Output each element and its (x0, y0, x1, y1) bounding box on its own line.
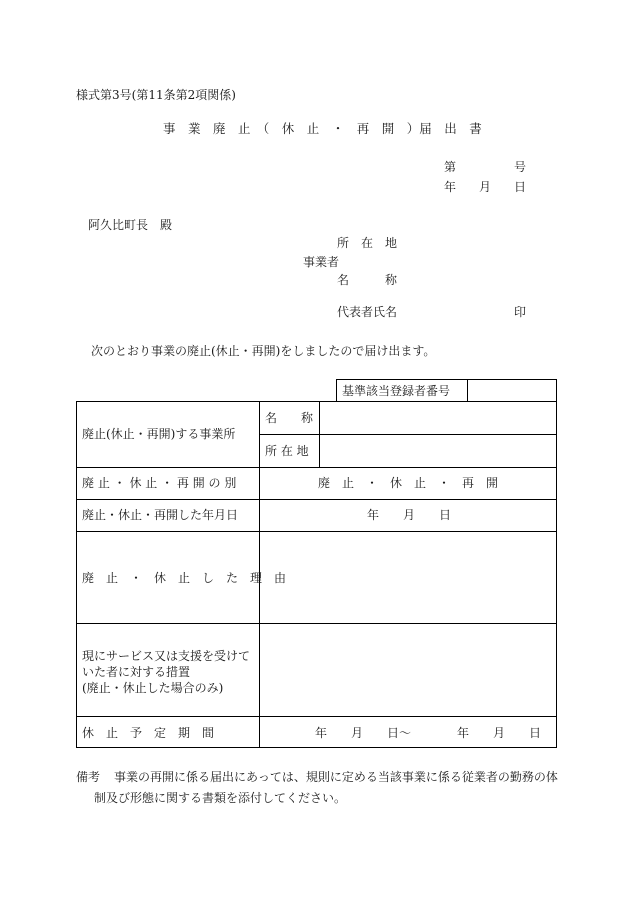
date-label: 廃止・休止・再開した年月日 (82, 508, 239, 522)
period-end: 年 月 日 (457, 726, 542, 740)
date-value: 年 月 日 (367, 508, 452, 522)
number-suffix: 号 (514, 160, 527, 174)
reg-number-label: 基準該当登録者番号 (342, 384, 451, 398)
applicant-address-label: 所 在 地 (337, 236, 398, 250)
measures-label-line2: いた者に対する措置 (82, 665, 191, 679)
applicant-rep-label: 代表者氏名 (337, 305, 398, 319)
reg-number-divider (467, 379, 468, 402)
note-line2: 制及び形態に関する書類を添付してください。 (94, 791, 347, 805)
period-start: 年 月 日〜 (315, 726, 412, 740)
form-reference: 様式第3号(第11条第2項関係) (76, 88, 236, 102)
note-line1: 事業の再開に係る届出にあっては、規則に定める当該事業に係る従業者の勤務の体 (114, 770, 558, 784)
row-divider (76, 716, 557, 717)
applicant-name-label: 名 称 (337, 273, 398, 287)
number-prefix: 第 (444, 160, 457, 174)
measures-field[interactable] (260, 624, 556, 716)
type-value: 廃 止 ・ 休 止 ・ 再 開 (318, 476, 499, 490)
facility-address-field[interactable] (320, 435, 556, 467)
facility-name-field[interactable] (320, 402, 556, 434)
intro-text: 次のとおり事業の廃止(休止・再開)をしましたので届け出ます。 (91, 344, 436, 358)
measures-label-line1: 現にサービス又は支援を受けて (82, 649, 251, 663)
facility-name-label: 名 称 (265, 411, 314, 425)
addressee: 阿久比町長 殿 (88, 218, 173, 232)
facility-address-label: 所 在 地 (265, 444, 309, 458)
reason-field[interactable] (260, 532, 556, 623)
measures-label-line3: (廃止・休止した場合のみ) (82, 681, 224, 695)
header-day: 日 (514, 180, 527, 194)
row-divider (76, 467, 557, 468)
header-year: 年 (444, 180, 457, 194)
period-label: 休 止 予 定 期 間 (82, 726, 215, 740)
seal-mark: 印 (514, 305, 527, 319)
type-label: 廃 止 ・ 休 止 ・ 再 開 の 別 (82, 476, 237, 490)
applicant-role-label: 事業者 (303, 255, 340, 269)
document-title: 事 業 廃 止 （ 休 止 ・ 再 開 ）届 出 書 (163, 121, 482, 136)
facility-label: 廃止(休止・再開)する事業所 (82, 427, 236, 441)
reason-label: 廃 止 ・ 休 止 し た 理 由 (82, 571, 287, 585)
header-month: 月 (479, 180, 492, 194)
note-label: 備考 (76, 770, 101, 784)
row-divider (76, 499, 557, 500)
